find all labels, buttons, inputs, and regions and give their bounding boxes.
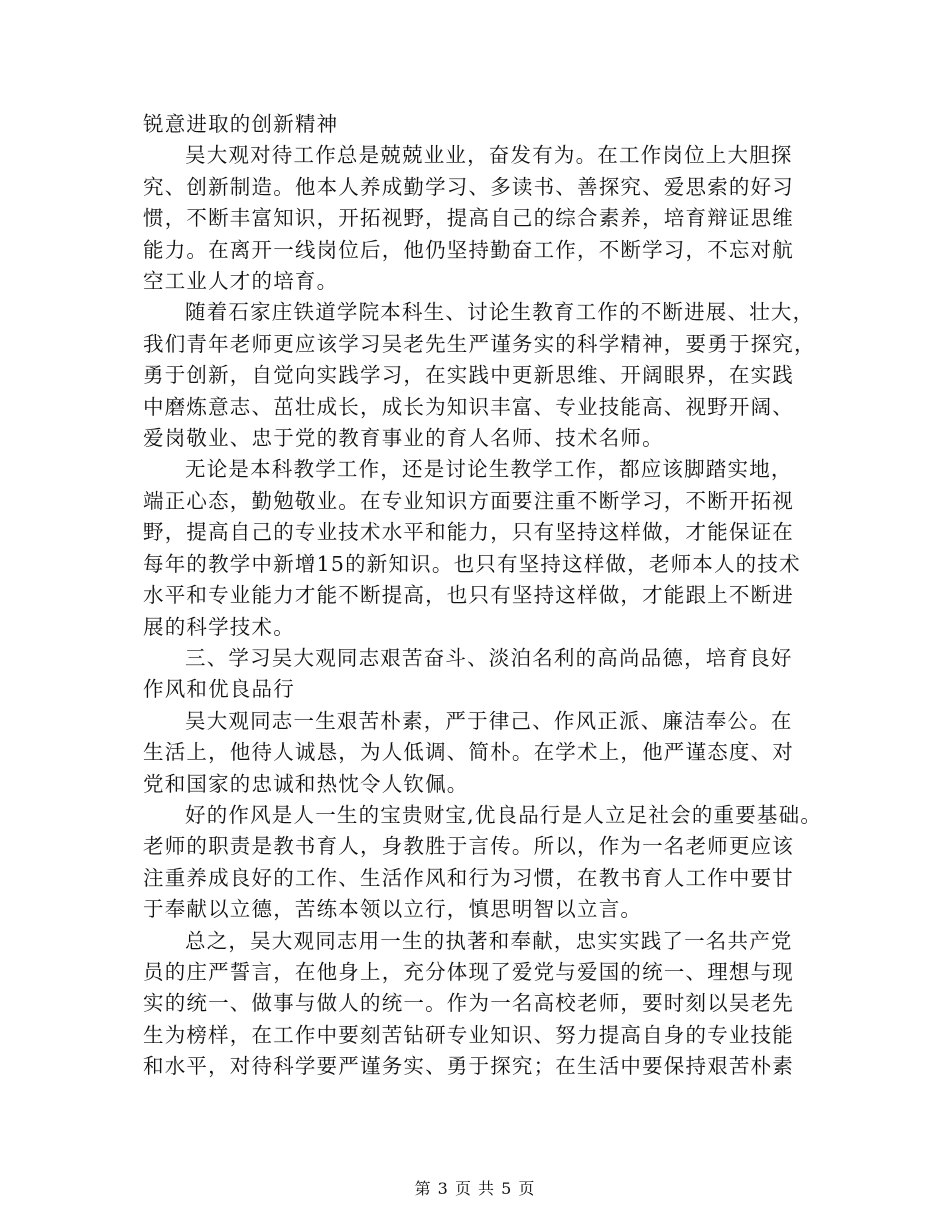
text-line: 随着石家庄铁道学院本科生、讨论生教育工作的不断进展、壮大， xyxy=(185,300,815,325)
body-text xyxy=(143,109,833,1083)
text-line: 老师的职责是教书育人，身教胜于言传。所以，作为一名老师更应该 xyxy=(143,834,794,859)
text-line: 生活上，他待人诚恳，为人低调、简朴。在学术上，他严谨态度、对 xyxy=(143,740,794,765)
text-line: 锐意进取的创新精神 xyxy=(143,112,339,136)
text-line: 惯，不断丰富知识，开拓视野，提高自己的综合素养，培育辩证思维 xyxy=(143,206,794,231)
text-line: 吴大观对待工作总是兢兢业业，奋发有为。在工作岗位上大胆探 xyxy=(185,143,793,168)
text-line: 爱岗敬业、忠于党的教育事业的育人名师、技术名师。 xyxy=(143,426,664,451)
text-line: 党和国家的忠诚和热忱令人钦佩。 xyxy=(143,771,469,796)
text-line: 员的庄严誓言，在他身上，充分体现了爱党与爱国的统一、理想与现 xyxy=(143,959,794,984)
text-line: 中磨炼意志、茁壮成长，成长为知识丰富、专业技能高、视野开阔、 xyxy=(143,394,794,419)
text-line: 注重养成良好的工作、生活作风和行为习惯，在教书育人工作中要甘 xyxy=(143,865,794,890)
text-line: 好的作风是人一生的宝贵财宝,优良品行是人立足社会的重要基础。 xyxy=(185,802,823,827)
text-line: 空工业人才的培育。 xyxy=(143,269,339,294)
text-line: 生为榜样，在工作中要刻苦钻研专业知识、努力提高自身的专业技能 xyxy=(143,1022,794,1047)
text-line: 勇于创新，自觉向实践学习，在实践中更新思维、开阔眼界，在实践 xyxy=(143,363,794,388)
text-line: 无论是本科教学工作，还是讨论生教学工作，都应该脚踏实地， xyxy=(185,457,793,482)
text-line: 吴大观同志一生艰苦朴素，严于律己、作风正派、廉洁奉公。在 xyxy=(185,708,793,733)
text-line: 究、创新制造。他本人养成勤学习、多读书、善探究、爱思索的好习 xyxy=(143,174,794,199)
text-line: 水平和专业能力才能不断提高，也只有坚持这样做，才能跟上不断进 xyxy=(143,583,794,608)
text-line: 能力。在离开一线岗位后，他仍坚持勤奋工作，不断学习，不忘对航 xyxy=(143,237,794,262)
page-number-footer: 第 3 页 共 5 页 xyxy=(414,1179,536,1198)
text-line: 总之，吴大观同志用一生的执著和奉献，忠实实践了一名共产党 xyxy=(185,928,793,953)
text-line: 展的科学技术。 xyxy=(143,614,295,639)
text-line: 和水平，对待科学要严谨务实、勇于探究；在生活中要保持艰苦朴素 xyxy=(143,1054,794,1079)
text-line: 于奉献以立德，苦练本领以立行，慎思明智以立言。 xyxy=(143,897,643,922)
text-line: 我们青年老师更应该学习吴老先生严谨务实的科学精神，要勇于探究， xyxy=(143,331,816,356)
text-line: 作风和优良品行 xyxy=(143,677,295,702)
text-line: 三、学习吴大观同志艰苦奋斗、淡泊名利的高尚品德，培育良好 xyxy=(185,645,793,670)
text-line: 端正心态，勤勉敬业。在专业知识方面要注重不断学习，不断开拓视 xyxy=(143,488,794,513)
text-line: 野，提高自己的专业技术水平和能力，只有坚持这样做，才能保证在 xyxy=(143,520,794,545)
text-line: 每年的教学中新增15的新知识。也只有坚持这样做，老师本人的技术 xyxy=(143,551,801,576)
text-line: 实的统一、做事与做人的统一。作为一名高校老师，要时刻以吴老先 xyxy=(143,991,794,1016)
